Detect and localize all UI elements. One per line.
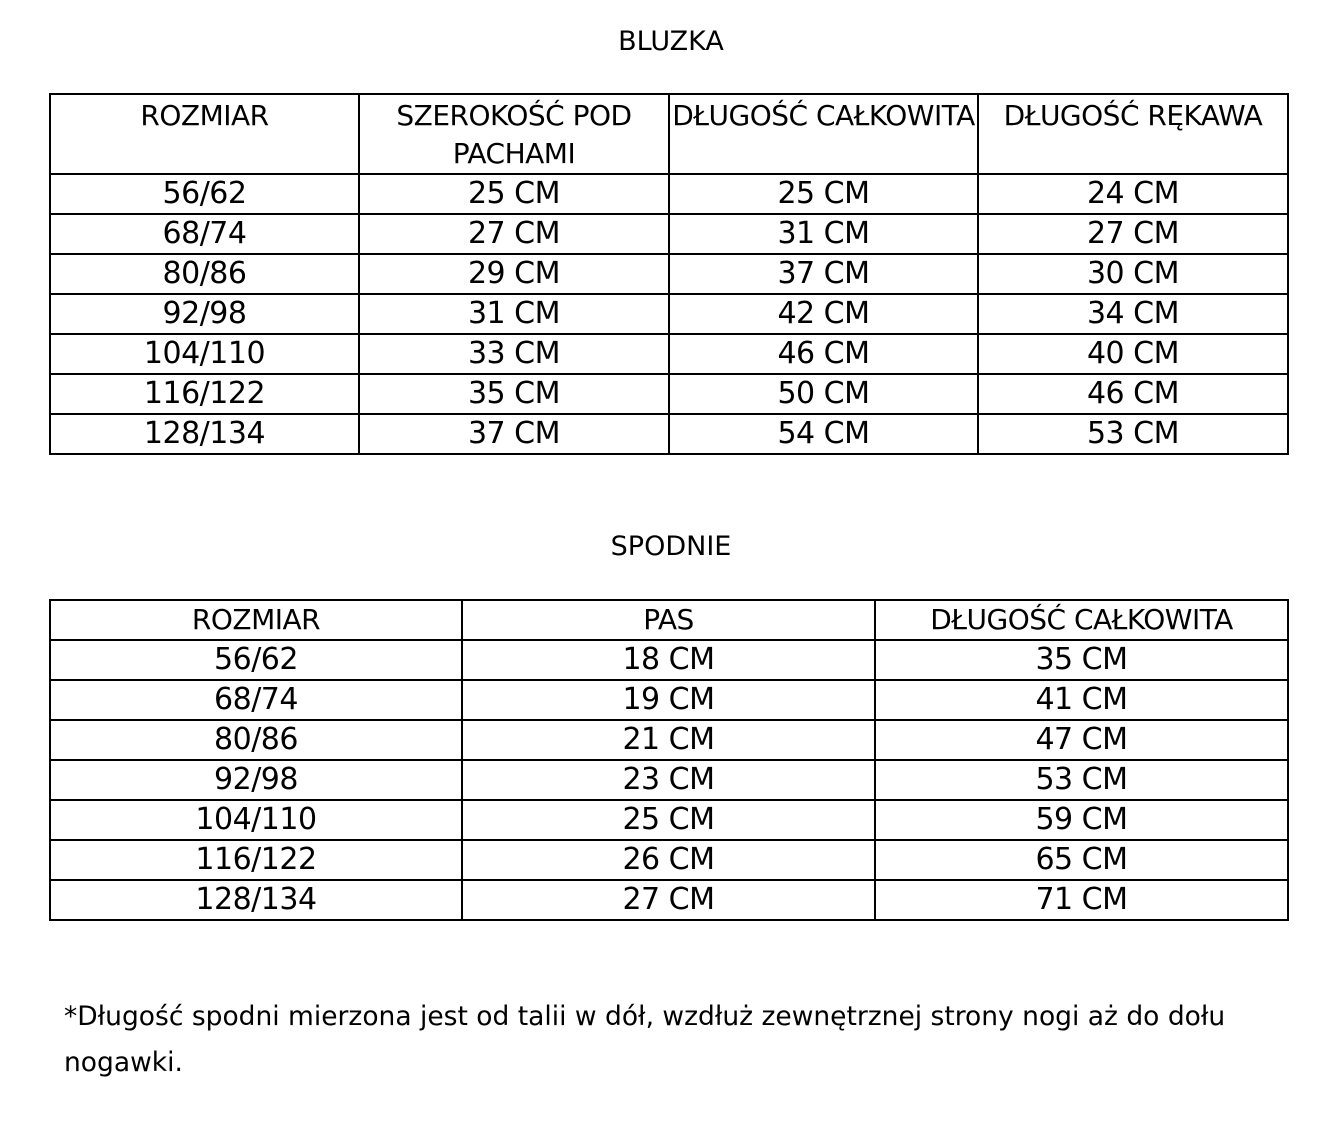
spodnie-title: SPODNIE — [610, 531, 732, 562]
table-cell: 116/122 — [50, 840, 462, 880]
table-cell: 80/86 — [50, 720, 462, 760]
table-cell: 65 CM — [875, 840, 1288, 880]
table-cell: 27 CM — [359, 214, 669, 254]
table-cell: 31 CM — [359, 294, 669, 334]
table-row — [50, 174, 1288, 214]
table-cell: 128/134 — [50, 880, 462, 920]
table-cell: 92/98 — [50, 760, 462, 800]
table-cell: 26 CM — [462, 840, 875, 880]
table-cell: 41 CM — [875, 680, 1288, 720]
table-cell: 27 CM — [978, 214, 1288, 254]
table-cell: 31 CM — [669, 214, 978, 254]
table-cell: 54 CM — [669, 414, 978, 454]
table-row — [50, 680, 1288, 720]
table-row — [50, 254, 1288, 294]
measurement-note: *Długość spodni mierzona jest od talii w dół, wzdłuż zewnętrznej strony nogi aż do dołu nogawki. — [64, 1001, 1226, 1078]
table-cell: 37 CM — [669, 254, 978, 294]
table-row — [50, 840, 1288, 880]
table-header-row — [50, 94, 1288, 174]
table-cell: 18 CM — [462, 640, 875, 680]
table-cell: 27 CM — [462, 880, 875, 920]
table-cell: 24 CM — [978, 174, 1288, 214]
table-row — [50, 294, 1288, 334]
table-cell: 40 CM — [978, 334, 1288, 374]
table-cell: 47 CM — [875, 720, 1288, 760]
table-row — [50, 800, 1288, 840]
table-row — [50, 414, 1288, 454]
table-row — [50, 374, 1288, 414]
table-cell: 92/98 — [50, 294, 359, 334]
bluzka-size-table — [49, 93, 1289, 455]
table-cell: 46 CM — [669, 334, 978, 374]
table-cell: 25 CM — [462, 800, 875, 840]
bluzka-title: BLUZKA — [618, 26, 724, 57]
table-row — [50, 214, 1288, 254]
table-cell: 33 CM — [359, 334, 669, 374]
table-row — [50, 640, 1288, 680]
table-header-row — [50, 600, 1288, 640]
header-cell: PAS — [462, 600, 875, 640]
table-cell: 35 CM — [875, 640, 1288, 680]
table-cell: 35 CM — [359, 374, 669, 414]
table-cell: 23 CM — [462, 760, 875, 800]
header-cell: DŁUGOŚĆ RĘKAWA — [978, 94, 1288, 174]
table-cell: 128/134 — [50, 414, 359, 454]
table-cell: 29 CM — [359, 254, 669, 294]
table-cell: 68/74 — [50, 214, 359, 254]
header-cell: ROZMIAR — [50, 94, 359, 174]
header-cell: DŁUGOŚĆ CAŁKOWITA — [875, 600, 1288, 640]
table-cell: 46 CM — [978, 374, 1288, 414]
table-cell: 37 CM — [359, 414, 669, 454]
header-cell: DŁUGOŚĆ CAŁKOWITA — [669, 94, 978, 174]
table-cell: 116/122 — [50, 374, 359, 414]
table-cell: 34 CM — [978, 294, 1288, 334]
table-cell: 50 CM — [669, 374, 978, 414]
table-cell: 25 CM — [669, 174, 978, 214]
table-cell: 56/62 — [50, 174, 359, 214]
header-cell: ROZMIAR — [50, 600, 462, 640]
table-cell: 59 CM — [875, 800, 1288, 840]
header-cell: SZEROKOŚĆ POD PACHAMI — [359, 94, 669, 174]
table-row — [50, 720, 1288, 760]
table-cell: 68/74 — [50, 680, 462, 720]
table-cell: 19 CM — [462, 680, 875, 720]
table-cell: 42 CM — [669, 294, 978, 334]
table-cell: 80/86 — [50, 254, 359, 294]
table-cell: 25 CM — [359, 174, 669, 214]
table-cell: 56/62 — [50, 640, 462, 680]
table-cell: 104/110 — [50, 800, 462, 840]
table-cell: 104/110 — [50, 334, 359, 374]
table-row — [50, 880, 1288, 920]
table-cell: 21 CM — [462, 720, 875, 760]
table-cell: 71 CM — [875, 880, 1288, 920]
table-cell: 53 CM — [875, 760, 1288, 800]
table-cell: 30 CM — [978, 254, 1288, 294]
table-row — [50, 760, 1288, 800]
spodnie-size-table — [49, 599, 1289, 921]
table-row — [50, 334, 1288, 374]
table-cell: 53 CM — [978, 414, 1288, 454]
